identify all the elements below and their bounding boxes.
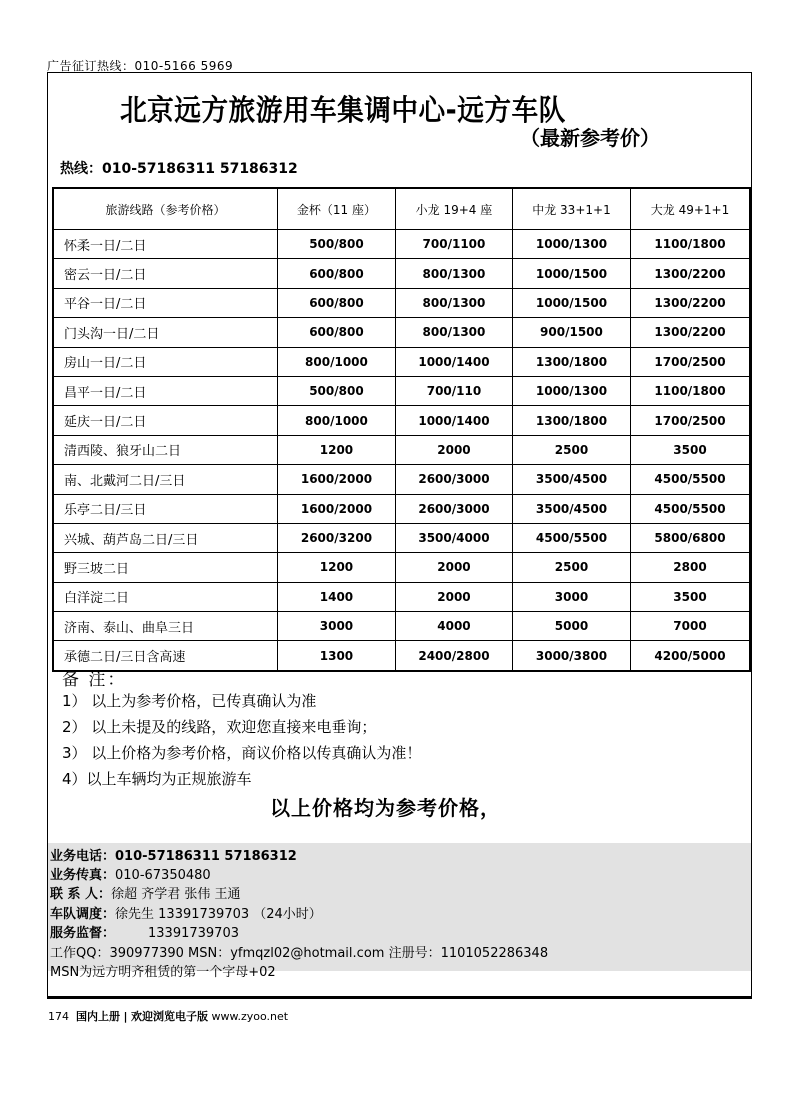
business-phone-value: 010-57186311 57186312 [115,849,297,864]
contacts-label: 联 系 人： [50,887,112,902]
note-item: 1） 以上为参考价格，已传真确认为准 [62,692,317,710]
notes-title: 备 注： [62,670,127,690]
footer-section: 国内上册 [76,1010,120,1023]
dispatch-line [50,903,322,922]
route-name-cell: 门头沟一日/二日 [53,318,277,347]
route-name-cell: 野三坡二日 [53,553,277,582]
footer-url: www.zyoo.net [211,1010,289,1023]
table-row [53,465,750,494]
dispatch-value: 徐先生 13391739703 （24小时） [115,907,322,922]
price-cell: 5800/6800 [630,523,750,552]
price-cell: 1200 [277,435,395,464]
table-row [53,435,750,464]
price-cell: 3500 [630,582,750,611]
price-cell: 1700/2500 [630,347,750,376]
price-cell: 2800 [630,553,750,582]
route-name-cell: 密云一日/二日 [53,259,277,288]
note-item: 2） 以上未提及的线路，欢迎您直接来电垂询； [62,718,377,736]
price-cell: 1000/1500 [512,259,630,288]
price-cell: 1200 [277,553,395,582]
price-cell: 1000/1500 [512,288,630,317]
price-cell: 1300/2200 [630,288,750,317]
route-name-cell: 乐亭二日/三日 [53,494,277,523]
price-cell: 3000 [512,582,630,611]
footer-separator: | [123,1010,128,1023]
price-cell: 1700/2500 [630,406,750,435]
route-name-cell: 济南、泰山、曲阜三日 [53,612,277,641]
price-cell: 5000 [512,612,630,641]
table-row [53,318,750,347]
price-cell: 1300/2200 [630,318,750,347]
price-cell: 3000/3800 [512,641,630,671]
route-name-cell: 平谷一日/二日 [53,288,277,317]
page-number: 174 [48,1010,69,1023]
fax-line [50,864,211,883]
column-header-dalong: 大龙 49+1+1 [630,188,750,230]
contacts-value: 徐超 齐学君 张伟 王通 [111,887,241,902]
price-cell: 3500/4500 [512,465,630,494]
contacts-line [50,883,240,902]
price-cell: 3500 [630,435,750,464]
table-row [53,259,750,288]
route-name-cell: 白洋淀二日 [53,582,277,611]
price-cell: 2600/3200 [277,523,395,552]
price-cell: 500/800 [277,376,395,405]
table-row [53,641,750,671]
price-cell: 600/800 [277,318,395,347]
supervision-line [50,922,239,941]
price-table [52,187,751,672]
msn-note-line: MSN为远方明齐租赁的第一个字母+02 [50,965,276,980]
price-cell: 2000 [395,553,512,582]
page-title: 北京远方旅游用车集调中心-远方车队 [120,93,566,127]
fax-label: 业务传真： [50,868,116,883]
footer-text: 欢迎浏览电子版 [131,1010,209,1023]
business-phone-label: 业务电话： [50,849,116,864]
price-cell: 1100/1800 [630,376,750,405]
price-cell: 3000 [277,612,395,641]
route-name-cell: 延庆一日/二日 [53,406,277,435]
column-header-jinbei: 金杯（11 座） [277,188,395,230]
bottom-divider [47,997,752,999]
table-row [53,288,750,317]
column-header-zhonglong: 中龙 33+1+1 [512,188,630,230]
table-row [53,494,750,523]
hotline-text: 热线：010-57186311 57186312 [60,161,298,177]
table-row [53,347,750,376]
route-name-cell: 昌平一日/二日 [53,376,277,405]
supervision-label: 服务监督： [50,926,116,941]
price-cell: 1300 [277,641,395,671]
price-cell: 3500/4500 [512,494,630,523]
price-cell: 1100/1800 [630,230,750,259]
route-name-cell: 房山一日/二日 [53,347,277,376]
price-cell: 800/1300 [395,288,512,317]
price-cell: 4500/5500 [630,494,750,523]
price-cell: 1300/1800 [512,347,630,376]
table-header-row [53,188,750,230]
table-row [53,612,750,641]
business-phone-line [50,845,297,864]
price-cell: 800/1300 [395,259,512,288]
price-cell: 1400 [277,582,395,611]
column-header-route: 旅游线路（参考价格） [53,188,277,230]
table-row [53,523,750,552]
price-cell: 600/800 [277,259,395,288]
fax-value: 010-67350480 [115,868,211,883]
qq-msn-line: 工作QQ：390977390 MSN：yfmqzl02@hotmail.com 注册号：1101052286348 [50,946,549,961]
note-item: 4）以上车辆均为正规旅游车 [62,770,252,788]
route-name-cell: 南、北戴河二日/三日 [53,465,277,494]
price-cell: 2600/3000 [395,494,512,523]
price-cell: 700/1100 [395,230,512,259]
price-cell: 800/1000 [277,347,395,376]
supervision-value: 13391739703 [148,926,239,941]
price-cell: 1000/1400 [395,406,512,435]
price-cell: 900/1500 [512,318,630,347]
ad-hotline-header: 广告征订热线：010-5166 5969 [47,59,234,73]
price-cell: 2500 [512,553,630,582]
price-cell: 500/800 [277,230,395,259]
price-cell: 1300/1800 [512,406,630,435]
table-row [53,376,750,405]
table-row [53,582,750,611]
price-cell: 7000 [630,612,750,641]
route-name-cell: 兴城、葫芦岛二日/三日 [53,523,277,552]
price-cell: 800/1300 [395,318,512,347]
price-cell: 600/800 [277,288,395,317]
price-cell: 1000/1400 [395,347,512,376]
price-cell: 4500/5500 [512,523,630,552]
table-row [53,406,750,435]
price-cell: 2000 [395,435,512,464]
price-cell: 2500 [512,435,630,464]
price-cell: 1600/2000 [277,494,395,523]
price-cell: 2000 [395,582,512,611]
page-subtitle: （最新参考价） [520,126,660,150]
dispatch-label: 车队调度： [50,907,116,922]
table-row [53,553,750,582]
page-footer [48,1008,288,1024]
price-cell: 4000 [395,612,512,641]
price-cell: 800/1000 [277,406,395,435]
price-cell: 3500/4000 [395,523,512,552]
price-cell: 1000/1300 [512,230,630,259]
price-cell: 700/110 [395,376,512,405]
route-name-cell: 清西陵、狼牙山二日 [53,435,277,464]
route-name-cell: 怀柔一日/二日 [53,230,277,259]
table-row [53,230,750,259]
price-cell: 1300/2200 [630,259,750,288]
price-cell: 1000/1300 [512,376,630,405]
price-cell: 2400/2800 [395,641,512,671]
route-name-cell: 承德二日/三日含高速 [53,641,277,671]
price-cell: 4200/5000 [630,641,750,671]
price-reference-slogan: 以上价格均为参考价格， [270,796,501,820]
note-item: 3） 以上价格为参考价格，商议价格以传真确认为准！ [62,744,422,762]
price-cell: 4500/5500 [630,465,750,494]
column-header-xiaolong: 小龙 19+4 座 [395,188,512,230]
price-cell: 2600/3000 [395,465,512,494]
price-cell: 1600/2000 [277,465,395,494]
